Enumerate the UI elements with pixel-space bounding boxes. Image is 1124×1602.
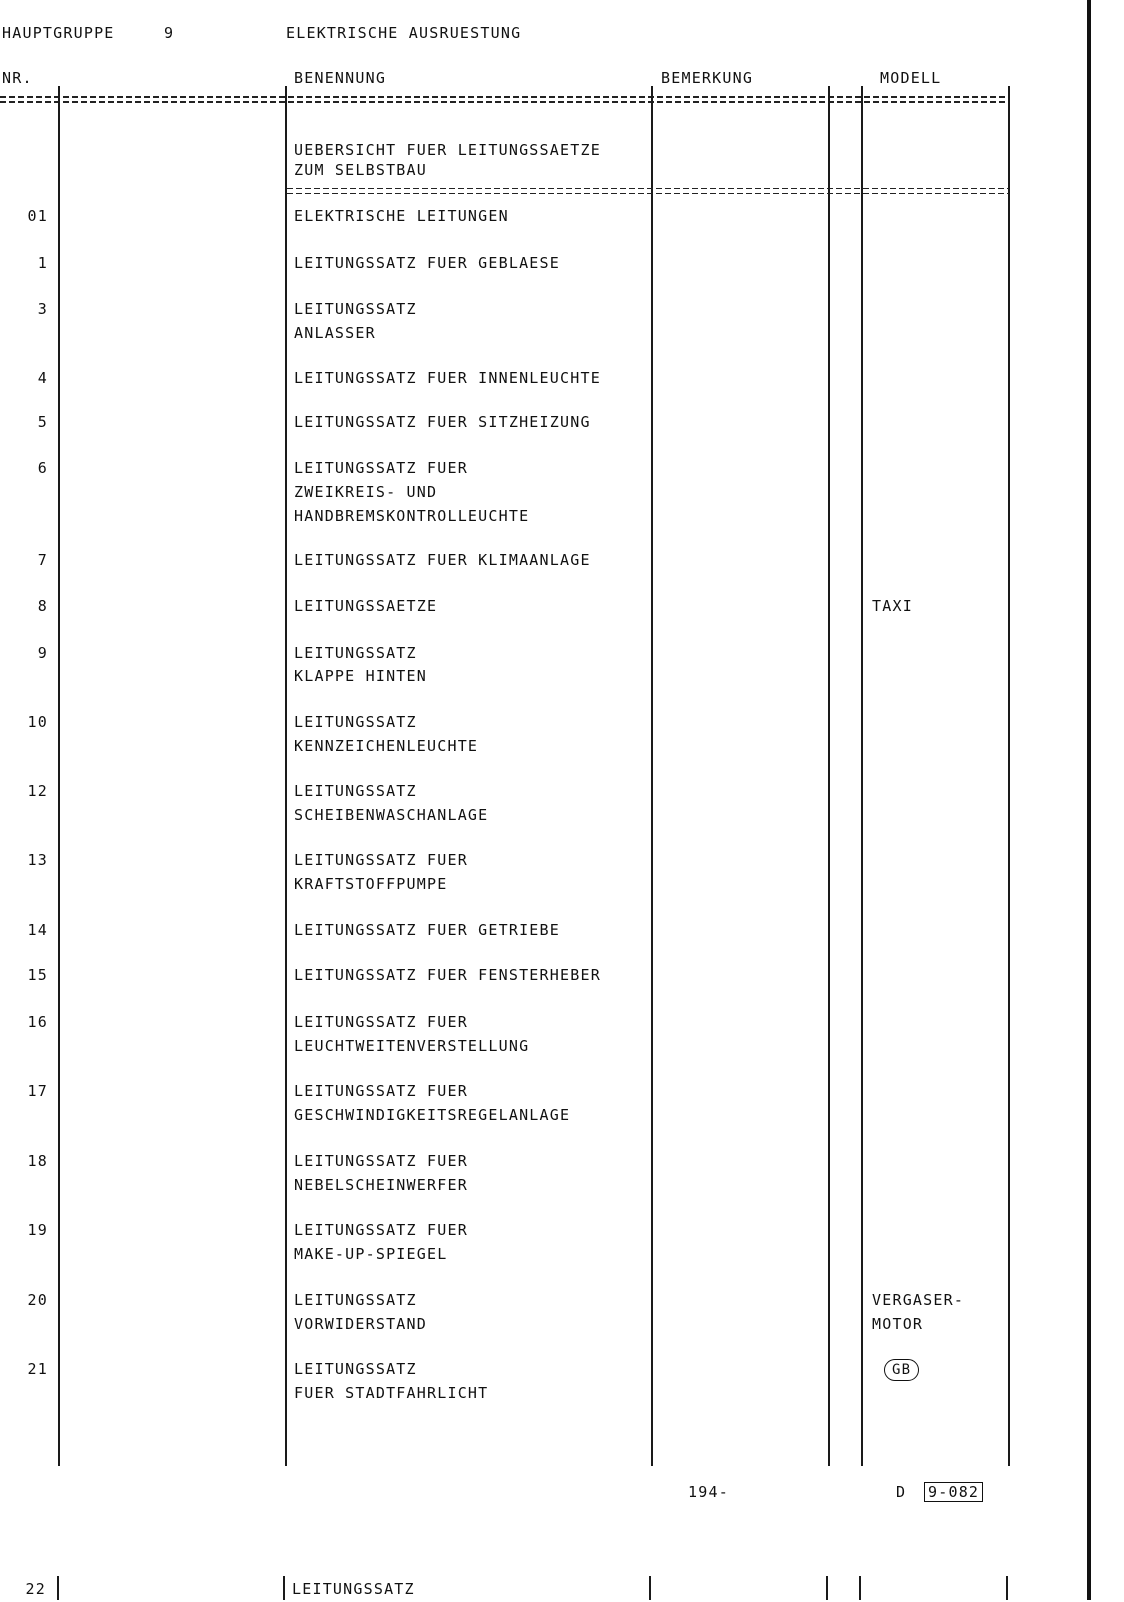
row-benennung-line: VORWIDERSTAND <box>294 1315 427 1333</box>
row-benennung-line: ELEKTRISCHE LEITUNGEN <box>294 207 509 225</box>
column-separator-3 <box>651 86 653 1466</box>
row-nr: 13 <box>27 851 48 869</box>
row-nr: 20 <box>27 1291 48 1309</box>
row-benennung-line: FUER STADTFAHRLICHT <box>294 1384 489 1402</box>
row-benennung-line: LEITUNGSSATZ <box>294 644 417 662</box>
row-benennung-line: LEITUNGSSATZ FUER <box>294 851 468 869</box>
column-separator-1 <box>58 86 60 1466</box>
row-benennung-line: LEITUNGSSATZ FUER SITZHEIZUNG <box>294 413 591 431</box>
row-benennung-line: LEITUNGSSATZ FUER INNENLEUCHTE <box>294 369 601 387</box>
row-benennung-line: LEITUNGSSATZ <box>294 782 417 800</box>
column-separator-2 <box>285 86 287 1466</box>
row-benennung-line: LEITUNGSSATZ FUER <box>294 1221 468 1239</box>
overview-rule-bottom <box>287 193 1009 194</box>
row-benennung-line: ZWEIKREIS- UND <box>294 483 438 501</box>
row-nr: 19 <box>27 1221 48 1239</box>
row-benennung-line: ANLASSER <box>294 324 376 342</box>
scan-edge-bar <box>1087 0 1091 1600</box>
row-modell-line: MOTOR <box>872 1315 924 1333</box>
overview-line-2: ZUM SELBSTBAU <box>294 161 427 179</box>
row-benennung-line: LEITUNGSSATZ FUER KLIMAANLAGE <box>294 551 591 569</box>
page-code-box: 9-082 <box>924 1482 983 1502</box>
row-nr: 6 <box>37 459 48 477</box>
row-benennung-line: LEITUNGSSATZ FUER <box>294 459 468 477</box>
row-modell-line: VERGASER- <box>872 1291 965 1309</box>
row-benennung-line: LEITUNGSSATZ <box>294 1291 417 1309</box>
row-benennung-line: GESCHWINDIGKEITSREGELANLAGE <box>294 1106 571 1124</box>
column-bemerkung-heading: BEMERKUNG <box>661 69 754 87</box>
next-separator-3 <box>649 1576 651 1600</box>
column-separator-5 <box>861 86 863 1466</box>
row-nr: 15 <box>27 966 48 984</box>
row-nr: 17 <box>27 1082 48 1100</box>
row-benennung-line: LEITUNGSSATZ FUER FENSTERHEBER <box>294 966 601 984</box>
row-benennung-line: KLAPPE HINTEN <box>294 667 427 685</box>
row-benennung-line: LEITUNGSSATZ FUER <box>294 1013 468 1031</box>
gb-oval-badge: GB <box>884 1359 919 1381</box>
row-nr: 7 <box>37 551 48 569</box>
row-benennung-line: SCHEIBENWASCHANLAGE <box>294 806 489 824</box>
row-nr: 16 <box>27 1013 48 1031</box>
row-benennung-line: HANDBREMSKONTROLLEUCHTE <box>294 507 530 525</box>
row-benennung-line: KRAFTSTOFFPUMPE <box>294 875 448 893</box>
row-benennung-line: LEITUNGSSATZ FUER GETRIEBE <box>294 921 560 939</box>
row-nr: 12 <box>27 782 48 800</box>
header-rule-bottom <box>0 101 1010 103</box>
column-modell-heading: MODELL <box>880 69 942 87</box>
row-benennung-line: LEITUNGSSATZ FUER GEBLAESE <box>294 254 560 272</box>
row-benennung-line: LEITUNGSSATZ <box>294 1360 417 1378</box>
row-benennung-line: LEITUNGSSAETZE <box>294 597 438 615</box>
row-benennung-line: MAKE-UP-SPIEGEL <box>294 1245 448 1263</box>
next-separator-5 <box>859 1576 861 1600</box>
row-nr: 01 <box>27 207 48 225</box>
next-row-nr: 22 <box>25 1580 46 1598</box>
row-benennung-line: LEITUNGSSATZ FUER <box>294 1082 468 1100</box>
group-number: 9 <box>164 24 175 42</box>
column-separator-4 <box>828 86 830 1466</box>
row-nr: 4 <box>37 369 48 387</box>
row-nr: 14 <box>27 921 48 939</box>
next-separator-1 <box>57 1576 59 1600</box>
next-separator-6 <box>1006 1576 1008 1600</box>
row-nr: 21 <box>27 1360 48 1378</box>
next-separator-4 <box>826 1576 828 1600</box>
row-benennung-line: KENNZEICHENLEUCHTE <box>294 737 479 755</box>
next-separator-2 <box>283 1576 285 1600</box>
page-number: 194- <box>688 1483 729 1501</box>
group-title: ELEKTRISCHE AUSRUESTUNG <box>286 24 522 42</box>
row-nr: 9 <box>37 644 48 662</box>
page-code-prefix: D <box>896 1483 907 1501</box>
row-nr: 10 <box>27 713 48 731</box>
row-benennung-line: LEITUNGSSATZ <box>294 300 417 318</box>
row-nr: 8 <box>37 597 48 615</box>
column-nr-heading: NR. <box>2 69 33 87</box>
page-code <box>924 1480 983 1505</box>
header-rule-top <box>0 96 1010 98</box>
column-benennung-heading: BENENNUNG <box>294 69 387 87</box>
group-label: HAUPTGRUPPE <box>2 24 115 42</box>
row-nr: 3 <box>37 300 48 318</box>
next-row-benennung: LEITUNGSSATZ <box>292 1580 415 1598</box>
row-nr: 5 <box>37 413 48 431</box>
column-separator-6 <box>1008 86 1010 1466</box>
overview-line-1: UEBERSICHT FUER LEITUNGSSAETZE <box>294 141 601 159</box>
row-benennung-line: LEUCHTWEITENVERSTELLUNG <box>294 1037 530 1055</box>
row-benennung-line: NEBELSCHEINWERFER <box>294 1176 468 1194</box>
row-modell-line: TAXI <box>872 597 913 615</box>
row-benennung-line: LEITUNGSSATZ <box>294 713 417 731</box>
row-nr: 1 <box>37 254 48 272</box>
overview-rule-top <box>287 188 1009 189</box>
row-benennung-line: LEITUNGSSATZ FUER <box>294 1152 468 1170</box>
country-badge-gb <box>884 1357 919 1382</box>
row-nr: 18 <box>27 1152 48 1170</box>
